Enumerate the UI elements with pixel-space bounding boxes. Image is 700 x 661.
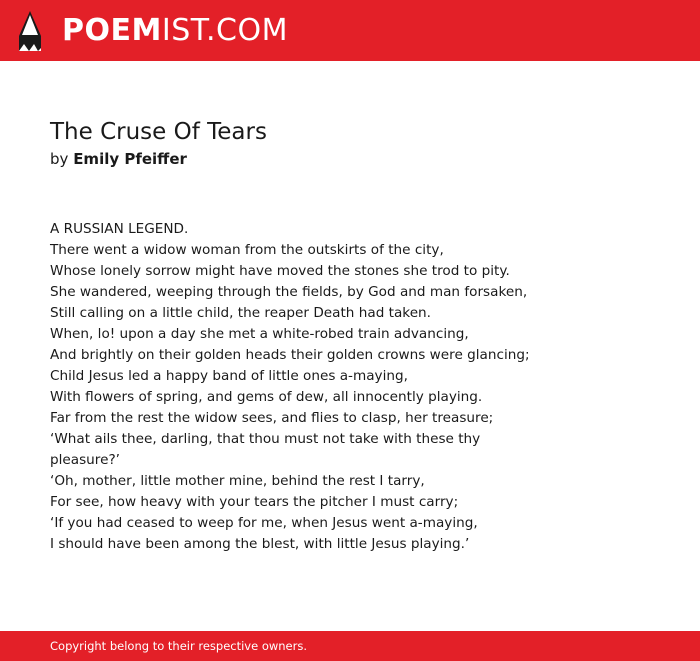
logo-bold-text: POEM [62, 13, 162, 48]
author-name: Emily Pfeiffer [73, 150, 187, 168]
poem-line: Child Jesus led a happy band of little ones a-maying, [50, 368, 408, 384]
pencil-logo-icon[interactable] [17, 10, 43, 52]
poem-line: ‘Oh, mother, little mother mine, behind the rest I tarry, [50, 473, 425, 489]
poem-line: Whose lonely sorrow might have moved the stones she trod to pity. [50, 263, 510, 279]
poem-line: With flowers of spring, and gems of dew, all innocently playing. [50, 389, 483, 405]
byline-prefix: by [50, 150, 69, 168]
copyright-text: Copyright belong to their respective owners. [50, 639, 308, 653]
poem-title: The Cruse Of Tears [50, 119, 267, 145]
poem-line: She wandered, weeping through the fields, by God and man forsaken, [50, 284, 528, 300]
site-logo[interactable] [62, 13, 288, 49]
site-footer [0, 631, 700, 661]
byline [50, 149, 187, 169]
poem-line: ‘What ails thee, darling, that thou must not take with these thy [50, 431, 481, 447]
poem-line: pleasure?’ [50, 452, 120, 468]
poem-body [50, 219, 540, 555]
poem-line: Far from the rest the widow sees, and flies to clasp, her treasure; [50, 410, 494, 426]
poem-line: Still calling on a little child, the reaper Death had taken. [50, 305, 431, 321]
poem-line: I should have been among the blest, with little Jesus playing.’ [50, 536, 470, 552]
poem-line: And brightly on their golden heads their golden crowns were glancing; [50, 347, 530, 363]
site-header [0, 0, 700, 61]
logo-light-text: IST.COM [161, 13, 288, 48]
poem-line: For see, how heavy with your tears the pitcher I must carry; [50, 494, 459, 510]
poem-line: ‘If you had ceased to weep for me, when Jesus went a-maying, [50, 515, 478, 531]
poem-line: A RUSSIAN LEGEND. [50, 221, 189, 237]
poem-line: When, lo! upon a day she met a white-robed train advancing, [50, 326, 469, 342]
poem-line: There went a widow woman from the outskirts of the city, [50, 242, 444, 258]
